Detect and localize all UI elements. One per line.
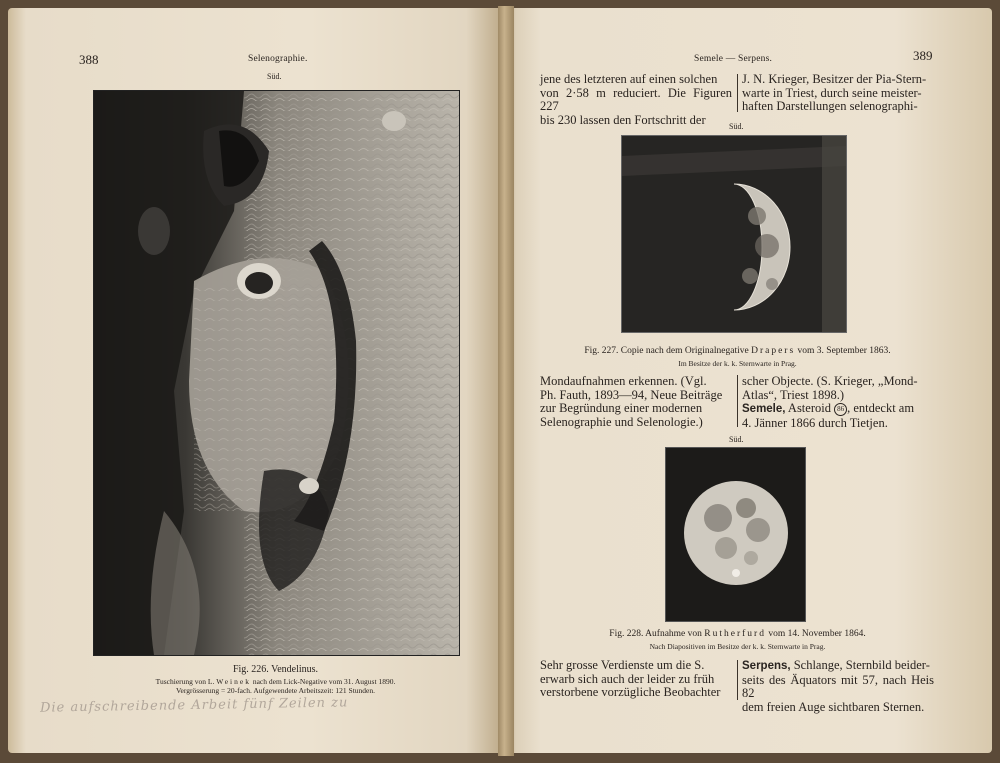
asteroid-number-symbol: 86 <box>834 403 847 416</box>
text-line: von 2·58 m reduciert. Die Figuren 227 <box>540 85 732 113</box>
text-line: J. N. Krieger, Besitzer der Pia-Stern- <box>742 72 927 86</box>
column-rule <box>737 660 738 700</box>
text-line: scher Objecte. (S. Krieger, „Mond- <box>742 374 918 388</box>
semele-entry <box>742 402 932 417</box>
figure-227-draper-photo <box>621 135 847 333</box>
serpens-entry <box>742 659 934 674</box>
text-top-column-2 <box>742 73 932 114</box>
text-line: warte in Triest, durch seine meister- <box>742 85 922 100</box>
orientation-label-fig228: Süd. <box>729 435 744 444</box>
orientation-label-fig226: Süd. <box>267 72 282 81</box>
headword-semele: Semele, <box>742 403 786 415</box>
page-number-right: 389 <box>913 48 933 63</box>
text-bottom-column-1 <box>540 659 732 700</box>
text-line: dem freien Auge sichtbaren Sternen. <box>742 699 925 714</box>
caption-text-a: Fig. 228. Aufnahme von <box>609 629 705 639</box>
figure-228-caption <box>540 629 935 639</box>
caption-name-rutherfurd: Rutherfurd <box>704 629 766 639</box>
text-line: zur Begründung einer modernen <box>540 401 703 415</box>
figure-226-caption: Fig. 226. Vendelinus. <box>232 664 319 675</box>
page-number-left: 388 <box>79 52 99 67</box>
text-line: erwarb sich auch der leider zu früh <box>540 671 715 686</box>
figure-228-credit: Nach Diapositiven im Besitze der k. k. Sternwarte in Prag. <box>649 642 826 651</box>
figure-226-magnification: Vergrösserung = 20-fach. Aufgewendete Arbeitszeit: 121 Stunden. <box>175 686 376 695</box>
text-fragment: Schlange, Sternbild beider- <box>790 658 930 672</box>
text-line: haften Darstellungen selenographi- <box>742 99 918 113</box>
text-line: verstorbene vorzügliche Beobachter <box>540 685 721 699</box>
full-moon-image <box>666 448 805 621</box>
text-line: Sehr grosse Verdienste um die S. <box>540 658 705 672</box>
headword-serpens: Serpens, <box>742 660 791 672</box>
text-fragment: , entdeckt am <box>847 401 915 415</box>
text-middle-column-2 <box>742 375 932 430</box>
figure-226-vendelinus-photo <box>93 90 460 656</box>
text-middle-column-1 <box>540 375 732 429</box>
orientation-label-fig227: Süd. <box>729 122 744 131</box>
caption-name-draper: Drapers <box>751 346 796 356</box>
text-line: Mondaufnahmen erkennen. (Vgl. <box>540 374 707 388</box>
figure-228-rutherfurd-photo <box>665 447 806 622</box>
credit-text-a: Tuschierung von L. <box>155 677 217 686</box>
text-line: bis 230 lassen den Fortschritt der <box>540 112 706 127</box>
pencil-annotation: Die aufschreibende Arbeit fünf Zeilen zu <box>39 695 349 716</box>
caption-text-b: vom 14. November 1864. <box>765 629 866 639</box>
text-line: Selenographie und Selenologie.) <box>540 414 703 429</box>
caption-text-a: Fig. 227. Copie nach dem Originalnegative <box>584 346 752 356</box>
text-bottom-column-2 <box>742 659 934 714</box>
text-line: Atlas“, Triest 1898.) <box>742 387 845 402</box>
text-line: 4. Jänner 1866 durch Tietjen. <box>742 415 888 430</box>
column-rule <box>737 375 738 427</box>
text-fragment: Asteroid <box>785 401 835 415</box>
figure-227-caption <box>540 346 935 356</box>
credit-text-b: nach dem Lick-Negative vom 31. August 1890. <box>250 677 396 686</box>
running-head-left: Selenographie. <box>248 54 308 64</box>
text-line: jene des letzteren auf einen solchen <box>540 72 718 86</box>
caption-text-b: vom 3. September 1863. <box>795 346 891 356</box>
book-gutter <box>498 6 514 756</box>
text-top-column-1 <box>540 73 732 127</box>
lunar-surface-image <box>94 91 459 655</box>
text-line: seits des Äquators mit 57, nach Heis 82 <box>742 672 934 700</box>
running-head-right: Semele — Serpens. <box>694 54 773 64</box>
column-rule <box>737 74 738 112</box>
figure-227-credit: Im Besitze der k. k. Sternwarte in Prag. <box>678 359 797 368</box>
credit-name-weinek: Weinek <box>216 677 251 686</box>
text-line: Ph. Fauth, 1893—94, Neue Beiträge <box>540 387 723 402</box>
moon-half-image <box>622 136 846 332</box>
